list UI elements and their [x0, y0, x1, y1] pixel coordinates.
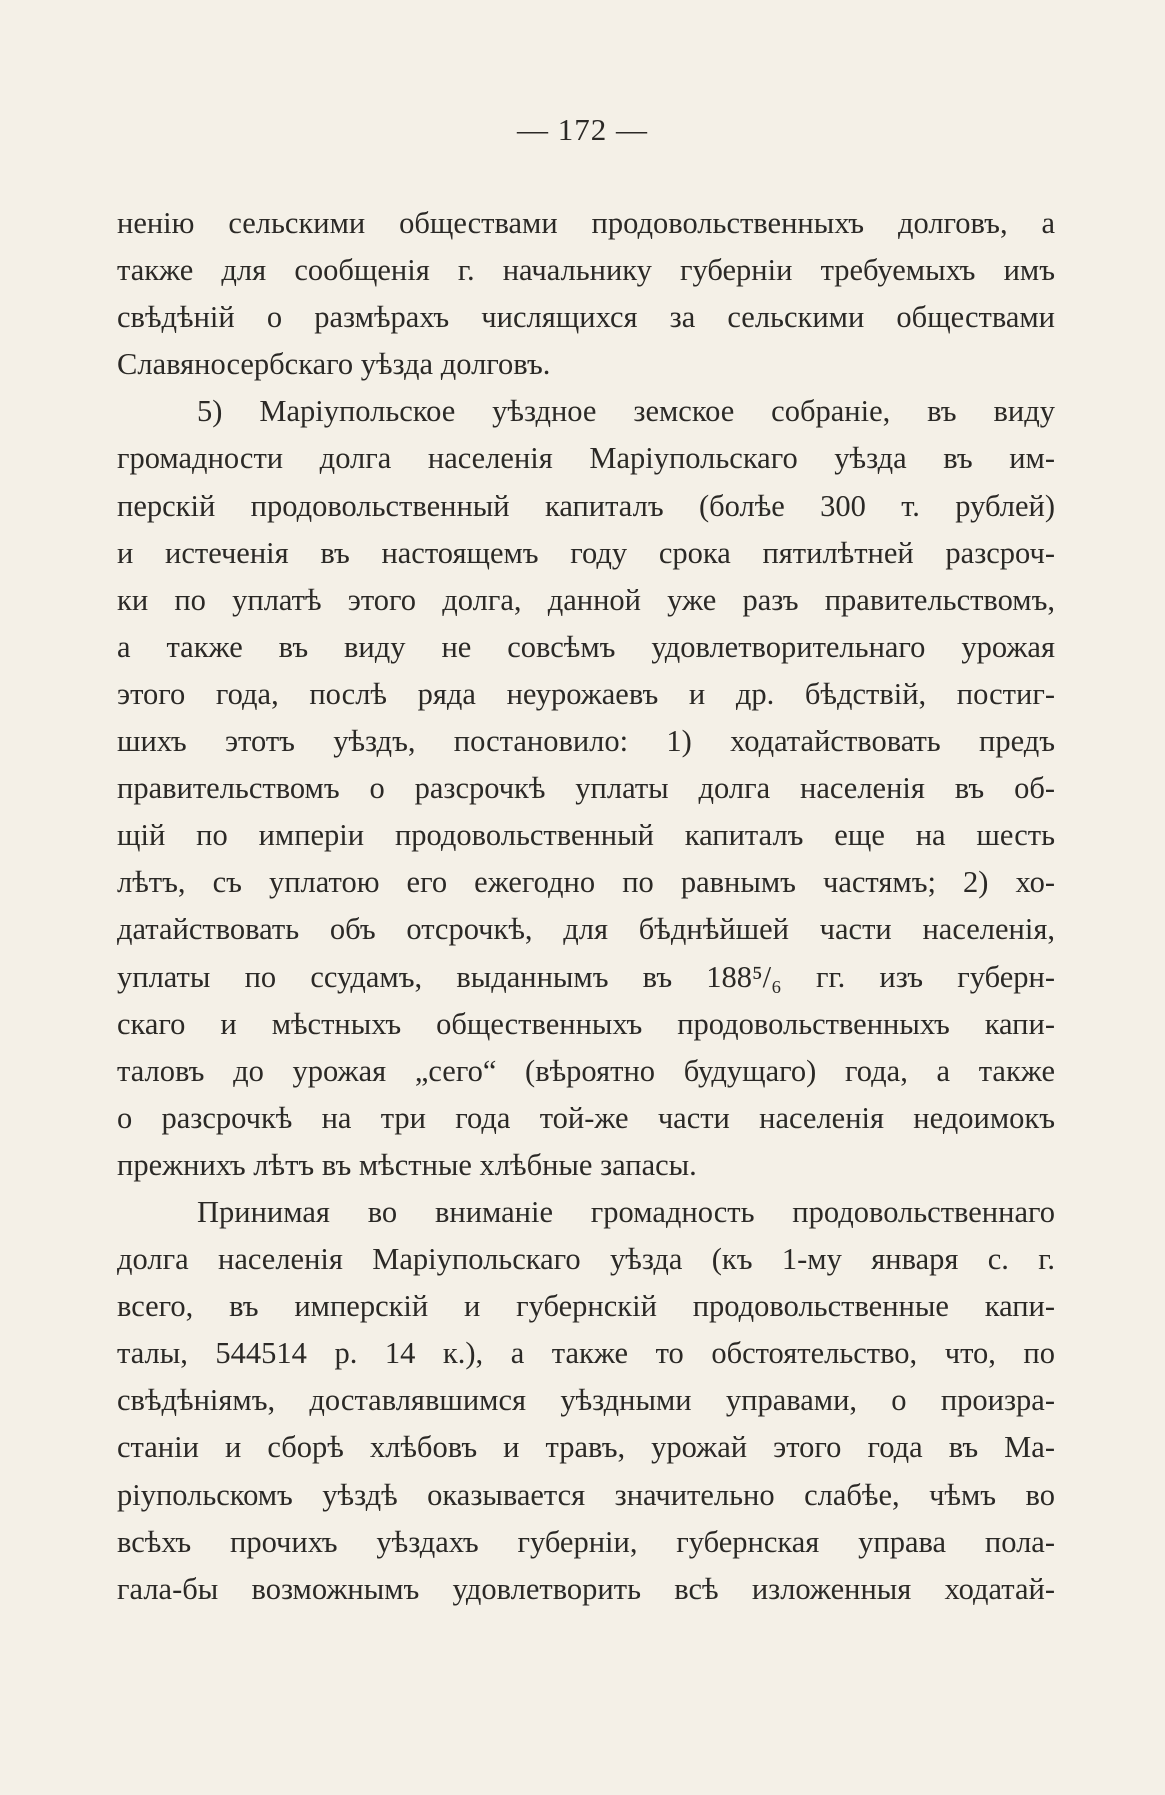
text-line: свѣдѣній о размѣрахъ числящихся за сельскими обществами — [117, 300, 1055, 335]
text-line: ріупольскомъ уѣздѣ оказывается значительно слабѣе, чѣмъ во — [117, 1477, 1055, 1512]
text-line: 5) Маріупольское уѣздное земское собраніе, въ виду — [197, 394, 1055, 429]
text-line: правительствомъ о разсрочкѣ уплаты долга населенія въ об- — [117, 771, 1055, 806]
text-line: Славяносербскаго уѣзда долговъ. — [117, 347, 551, 382]
text-line: громадности долга населенія Маріупольскаго уѣзда въ им- — [117, 441, 1055, 476]
text-line: прежнихъ лѣтъ въ мѣстные хлѣбные запасы. — [117, 1147, 697, 1182]
text-line: и истеченія въ настоящемъ году срока пятилѣтней разсроч- — [117, 535, 1055, 570]
text-line: датайствовать объ отсрочкѣ, для бѣднѣйшей части населенія, — [117, 912, 1055, 947]
text-line: лѣтъ, съ уплатою его ежегодно по равнымъ частямъ; 2) хо- — [117, 865, 1055, 900]
text-line: ненію сельскими обществами продовольственныхъ долговъ, а — [117, 206, 1055, 240]
text-line: этого года, послѣ ряда неурожаевъ и др. бѣдствій, постиг- — [117, 676, 1055, 711]
text-line: скаго и мѣстныхъ общественныхъ продовольственныхъ капи- — [117, 1006, 1055, 1041]
page-number: — 172 — — [517, 112, 648, 147]
text-line: всѣхъ прочихъ уѣздахъ губерніи, губернская управа пола- — [117, 1524, 1055, 1559]
text-line: Принимая во вниманіе громадность продовольственнаго — [197, 1194, 1055, 1229]
text-line: шихъ этотъ уѣздъ, постановило: 1) ходатайствовать предъ — [117, 724, 1055, 759]
text-line: всего, въ имперскій и губернскій продовольственные капи- — [117, 1289, 1055, 1324]
text-line: станіи и сборѣ хлѣбовъ и травъ, урожай этого года въ Ма- — [117, 1430, 1055, 1465]
text-line: таловъ до урожая „сего“ (вѣроятно будущаго) года, а также — [117, 1053, 1055, 1088]
text-line: перскій продовольственный капиталъ (болѣе 300 т. рублей) — [117, 488, 1055, 523]
text-line: талы, 544514 р. 14 к.), а также то обстоятельство, что, по — [117, 1336, 1055, 1371]
text-line: о разсрочкѣ на три года той-же части населенія недоимокъ — [117, 1100, 1055, 1135]
text-line: долга населенія Маріупольскаго уѣзда (къ 1-му января с. г. — [117, 1242, 1055, 1277]
text-line: также для сообщенія г. начальнику губерніи требуемыхъ имъ — [117, 253, 1055, 288]
text-line: гала-бы возможнымъ удовлетворить всѣ изложенныя ходатай- — [117, 1571, 1055, 1606]
text-line: а также въ виду не совсѣмъ удовлетворительнаго урожая — [117, 629, 1055, 664]
text-line: свѣдѣніямъ, доставлявшимся уѣздными управами, о произра- — [117, 1383, 1055, 1418]
text-line: уплаты по ссудамъ, выданнымъ въ 188⁵/₆ гг. изъ губерн- — [117, 959, 1055, 994]
text-line: ки по уплатѣ этого долга, данной уже разъ правительствомъ, — [117, 582, 1055, 617]
text-line: щій по имперіи продовольственный капиталъ еще на шесть — [117, 818, 1055, 853]
body-text — [117, 200, 1055, 1613]
